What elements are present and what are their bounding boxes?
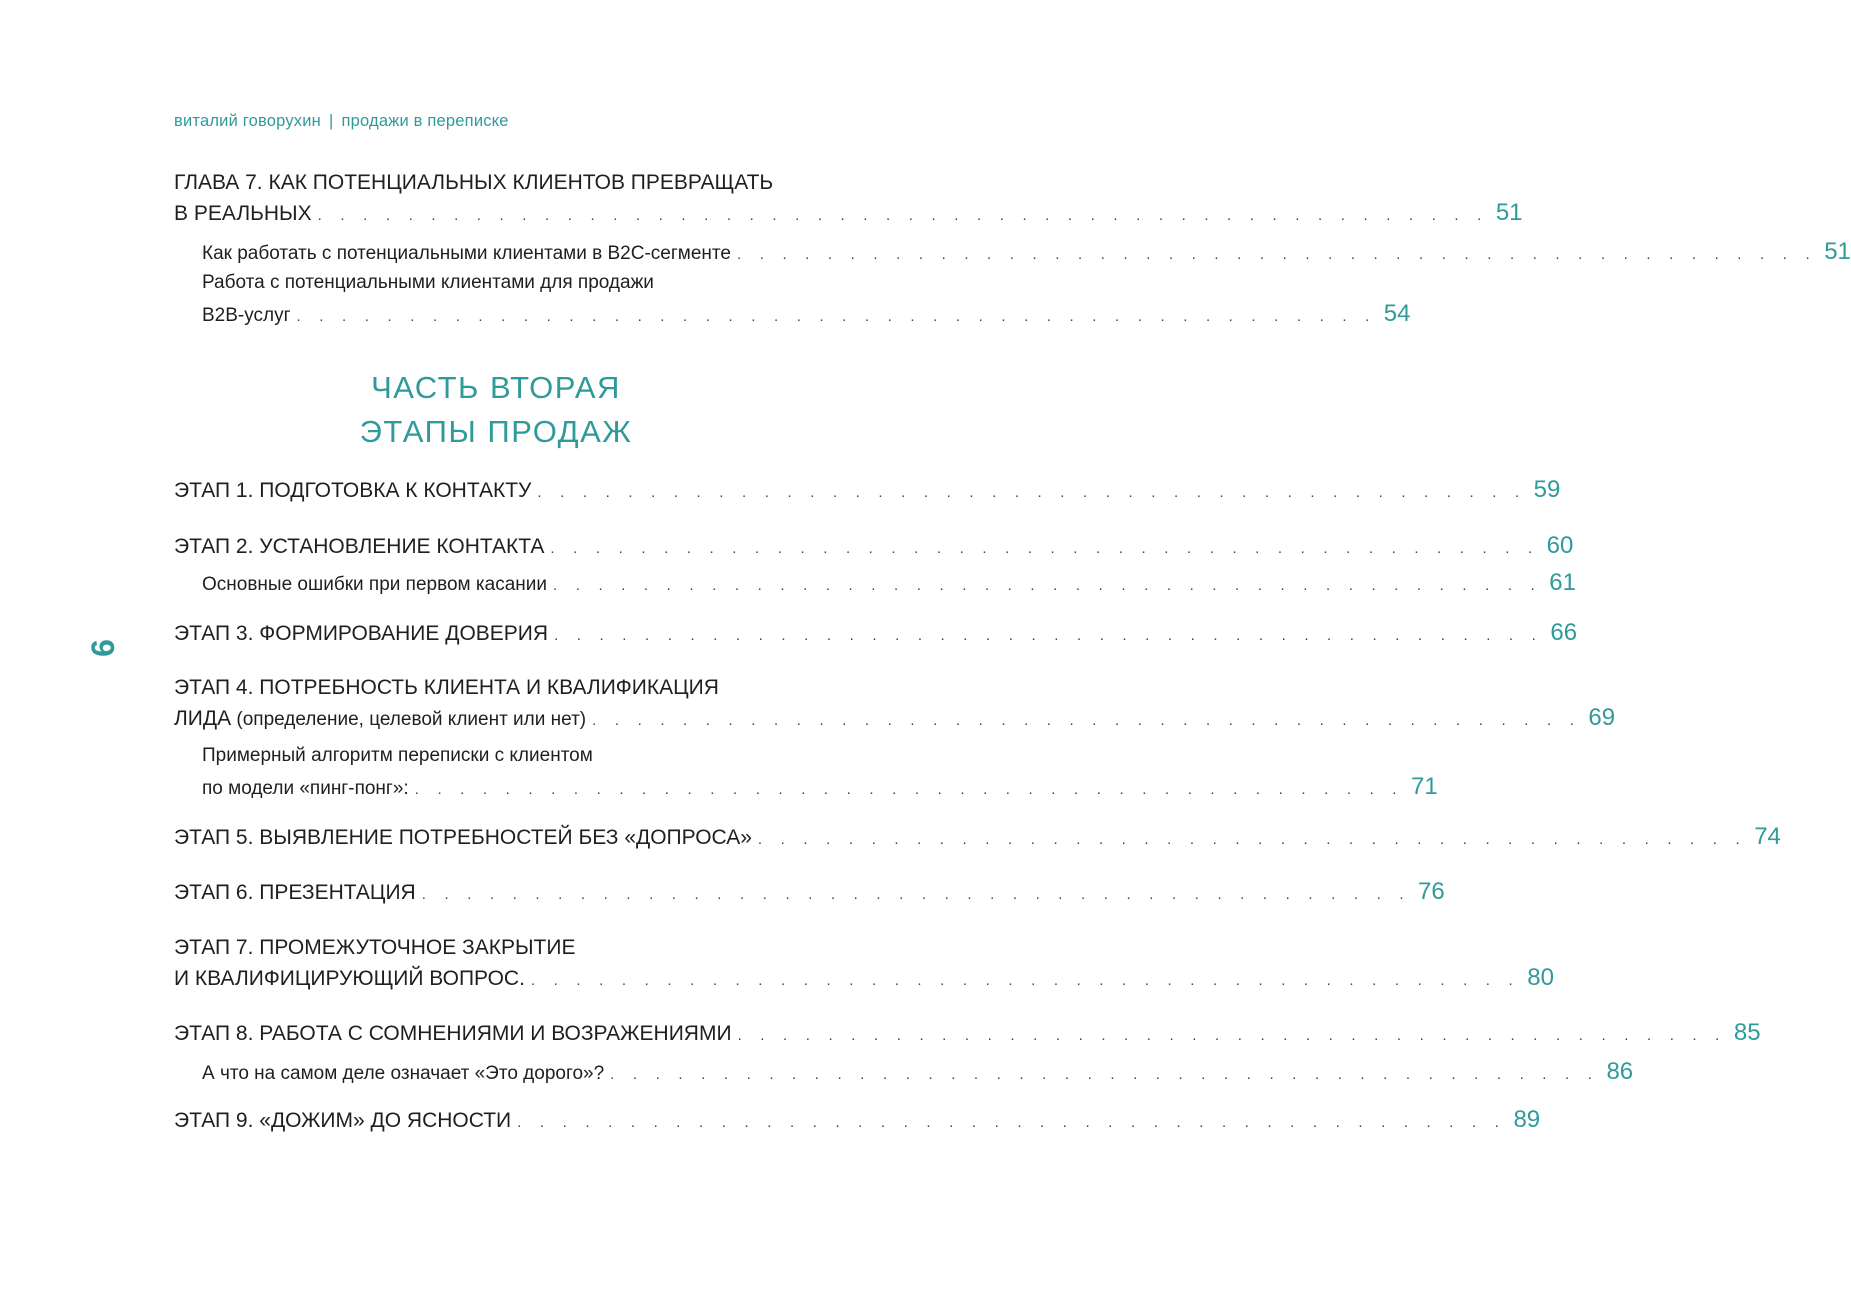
toc-entry-chapter7-sub2[interactable] <box>202 300 1411 328</box>
part-title-line1: ЧАСТЬ ВТОРАЯ <box>371 370 621 405</box>
header-separator: | <box>329 112 334 130</box>
stage4-title-line2 <box>174 707 586 731</box>
stage7-title-line2: И КВАЛИФИЦИРУЮЩИЙ ВОПРОС. <box>174 967 525 990</box>
stage4-sub-page: 71 <box>1410 773 1438 800</box>
dot-leader: . . . . . . . . . . . . . . . . . . . . . . . . . . . . . . . . . . . . . . . . . . . . <box>554 627 1544 644</box>
stage2-sub-page: 61 <box>1549 569 1576 596</box>
stage8-page: 85 <box>1733 1019 1761 1046</box>
chapter7-page: 51 <box>1495 199 1523 226</box>
dot-leader: . . . . . . . . . . . . . . . . . . . . . . . . . . . . . . . . . . . . . . . . . . . . <box>610 1066 1600 1083</box>
stage5-page: 74 <box>1754 823 1781 850</box>
toc-entry-stage8-sub[interactable] <box>202 1058 1634 1086</box>
stage4-sub-line1: Примерный алгоритм переписки с клиентом <box>202 745 593 766</box>
dot-leader: . . . . . . . . . . . . . . . . . . . . . . . . . . . . . . . . . . . . . . . . . . . . <box>414 781 1404 798</box>
dot-leader: . . . . . . . . . . . . . . . . . . . . . . . . . . . . . . . . . . . . . . . . . . . . <box>737 1027 1727 1044</box>
toc-entry-stage4-sub[interactable] <box>202 773 1438 801</box>
chapter7-sub2-page: 54 <box>1383 300 1411 327</box>
stage4-line2-caps: ЛИДА <box>174 707 232 730</box>
stage8-title: ЭТАП 8. РАБОТА С СОМНЕНИЯМИ И ВОЗРАЖЕНИЯМИ <box>174 1022 732 1045</box>
chapter7-title-line1: ГЛАВА 7. КАК ПОТЕНЦИАЛЬНЫХ КЛИЕНТОВ ПРЕВРАЩАТЬ <box>174 171 774 194</box>
stage4-title-line1: ЭТАП 4. ПОТРЕБНОСТЬ КЛИЕНТА И КВАЛИФИКАЦИЯ <box>174 676 719 699</box>
toc-entry-stage6[interactable] <box>174 878 1445 906</box>
header-book-title: продажи в переписке <box>341 112 509 130</box>
part-title-line2: ЭТАПЫ ПРОДАЖ <box>359 414 633 449</box>
chapter7-title-line2: В РЕАЛЬНЫХ <box>174 202 312 225</box>
toc-entry-stage1[interactable] <box>174 476 1561 504</box>
stage1-title: ЭТАП 1. ПОДГОТОВКА К КОНТАКТУ <box>174 479 532 502</box>
toc-entry-stage2-sub[interactable] <box>202 569 1576 597</box>
stage5-title: ЭТАП 5. ВЫЯВЛЕНИЕ ПОТРЕБНОСТЕЙ БЕЗ «ДОПРОСА» <box>174 826 752 849</box>
dot-leader: . . . . . . . . . . . . . . . . . . . . . . . . . . . . . . . . . . . . . . . . . . . . . . . . . . . . <box>317 207 1489 224</box>
chapter7-sub1-page: 51 <box>1824 238 1851 265</box>
dot-leader: . . . . . . . . . . . . . . . . . . . . . . . . . . . . . . . . . . . . . . . . . . . . . . . . <box>736 246 1817 263</box>
toc-entry-stage4[interactable] <box>174 704 1616 732</box>
stage4-page: 69 <box>1588 704 1616 731</box>
stage8-sub-title: А что на самом деле означает «Это дорого»? <box>202 1063 605 1084</box>
stage3-title: ЭТАП 3. ФОРМИРОВАНИЕ ДОВЕРИЯ <box>174 622 549 645</box>
toc-entry-chapter7[interactable] <box>174 199 1523 227</box>
stage8-sub-page: 86 <box>1606 1058 1634 1085</box>
stage4-line2-rest: (определение, целевой клиент или нет) <box>231 709 587 730</box>
chapter7-sub2-line1: Работа с потенциальными клиентами для продажи <box>202 272 654 293</box>
page-number-text: 6 <box>85 639 121 657</box>
dot-leader: . . . . . . . . . . . . . . . . . . . . . . . . . . . . . . . . . . . . . . . . . . . . <box>552 577 1542 594</box>
toc-entry-stage7[interactable] <box>174 964 1554 992</box>
dot-leader: . . . . . . . . . . . . . . . . . . . . . . . . . . . . . . . . . . . . . . . . . . . . . . . . <box>296 308 1377 325</box>
dot-leader: . . . . . . . . . . . . . . . . . . . . . . . . . . . . . . . . . . . . . . . . . . . . <box>421 886 1411 903</box>
dot-leader: . . . . . . . . . . . . . . . . . . . . . . . . . . . . . . . . . . . . . . . . . . . . <box>757 831 1747 848</box>
stage2-sub-title: Основные ошибки при первом касании <box>202 574 547 595</box>
stage6-page: 76 <box>1418 878 1445 905</box>
stage1-page: 59 <box>1533 476 1561 503</box>
stage4-sub-line2: по модели «пинг-понг»: <box>202 778 409 799</box>
toc-entry-stage8[interactable] <box>174 1019 1761 1047</box>
stage7-title-line1: ЭТАП 7. ПРОМЕЖУТОЧНОЕ ЗАКРЫТИЕ <box>174 936 576 959</box>
stage6-title: ЭТАП 6. ПРЕЗЕНТАЦИЯ <box>174 881 416 904</box>
toc-entry-stage5[interactable] <box>174 823 1781 851</box>
stage2-title: ЭТАП 2. УСТАНОВЛЕНИЕ КОНТАКТА <box>174 535 545 558</box>
dot-leader: . . . . . . . . . . . . . . . . . . . . . . . . . . . . . . . . . . . . . . . . . . . . <box>537 484 1527 501</box>
dot-leader: . . . . . . . . . . . . . . . . . . . . . . . . . . . . . . . . . . . . . . . . . . . . <box>550 540 1540 557</box>
chapter7-sub2-line2: B2B-услуг <box>202 305 291 326</box>
toc-entry-chapter7-sub1[interactable] <box>202 238 1851 266</box>
stage9-title: ЭТАП 9. «ДОЖИМ» ДО ЯСНОСТИ <box>174 1109 512 1132</box>
toc-entry-stage2[interactable] <box>174 532 1574 560</box>
toc-entry-stage3[interactable] <box>174 619 1578 647</box>
stage2-page: 60 <box>1546 532 1574 559</box>
stage3-page: 66 <box>1550 619 1578 646</box>
chapter7-sub1-title: Как работать с потенциальными клиентами в B2C-сегменте <box>202 243 731 264</box>
toc-entry-stage9[interactable] <box>174 1106 1541 1134</box>
dot-leader: . . . . . . . . . . . . . . . . . . . . . . . . . . . . . . . . . . . . . . . . . . . . <box>530 972 1520 989</box>
dot-leader: . . . . . . . . . . . . . . . . . . . . . . . . . . . . . . . . . . . . . . . . . . . . <box>517 1114 1507 1131</box>
dot-leader: . . . . . . . . . . . . . . . . . . . . . . . . . . . . . . . . . . . . . . . . . . . . <box>592 712 1582 729</box>
stage7-page: 80 <box>1527 964 1554 991</box>
header-author: виталий говорухин <box>174 112 321 130</box>
stage9-page: 89 <box>1513 1106 1541 1133</box>
